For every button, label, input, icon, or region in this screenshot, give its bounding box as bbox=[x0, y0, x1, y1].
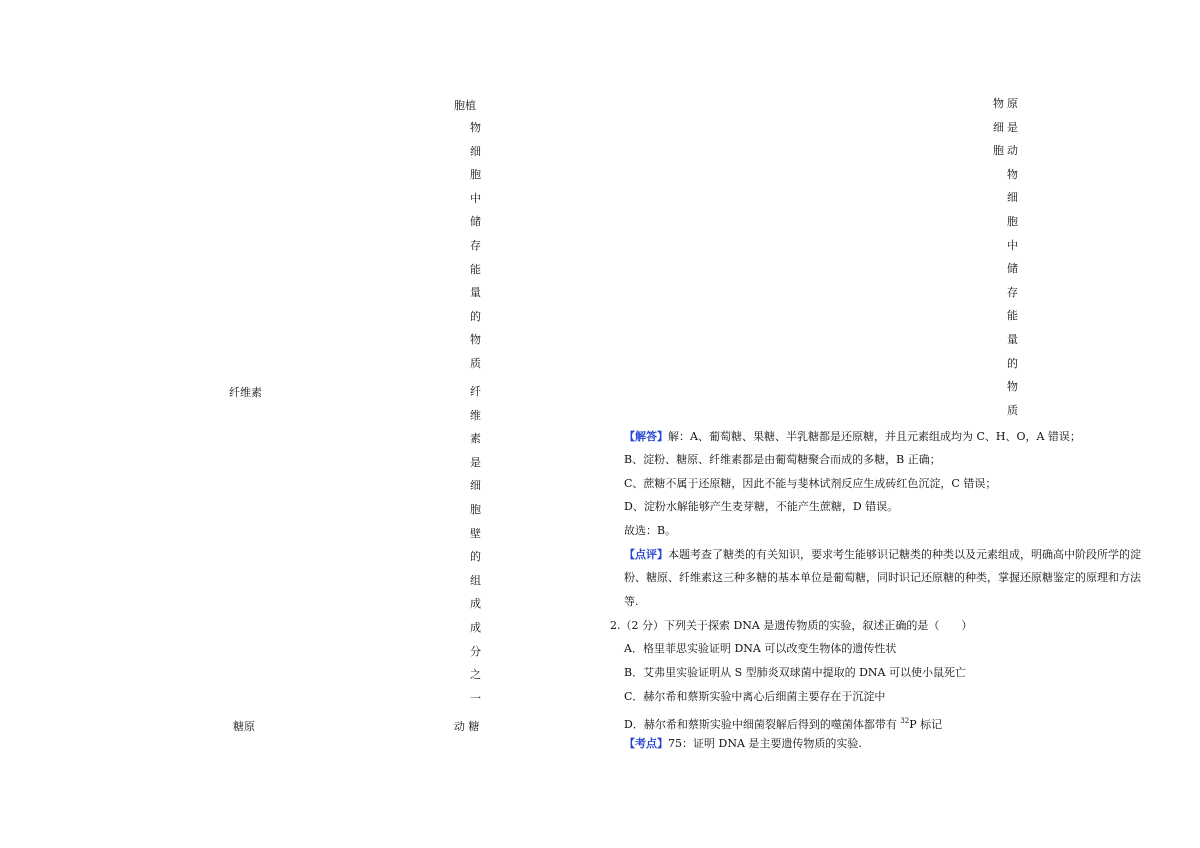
comment-tag: 【点评】 bbox=[624, 548, 668, 561]
question-2-option-c: C．赫尔希和蔡斯实验中离心后细菌主要存在于沉淀中 bbox=[624, 690, 886, 703]
left-row3-right-text: 动 糖 bbox=[454, 720, 480, 733]
answer-line-2: B、淀粉、糖原、纤维素都是由葡萄糖聚合而成的多糖，B 正确； bbox=[624, 453, 941, 466]
comment-line-3: 等. bbox=[624, 595, 639, 608]
vertical-char: 量 bbox=[1007, 332, 1018, 346]
vertical-char: 是 bbox=[1007, 120, 1018, 134]
kaodian-line bbox=[624, 732, 862, 756]
vertical-char: 胞 bbox=[1007, 214, 1018, 228]
question-2-stem: 2.（2 分）下列关于探索 DNA 是遗传物质的实验，叙述正确的是（ ） bbox=[610, 619, 973, 632]
vertical-char: 物 bbox=[470, 121, 481, 134]
vertical-char: 物 bbox=[470, 333, 481, 347]
vertical-char: 成 bbox=[470, 597, 481, 611]
answer-line-5: 故选：B。 bbox=[624, 524, 677, 537]
left-row1-top-text: 胞植 bbox=[454, 99, 476, 112]
kaodian-tag: 【考点】 bbox=[624, 737, 668, 750]
kaodian-text: 75：证明 DNA 是主要遗传物质的实验. bbox=[668, 737, 862, 750]
vertical-char: 分 bbox=[470, 644, 481, 658]
vertical-char: 动 bbox=[1007, 144, 1018, 158]
answer-line-3: C、蔗糖不属于还原糖，因此不能与斐林试剂反应生成砖红色沉淀，C 错误； bbox=[624, 477, 997, 490]
answer-tag: 【解答】 bbox=[624, 430, 668, 443]
right-col-a-vertical-text bbox=[993, 92, 1004, 163]
vertical-char: 物 bbox=[993, 97, 1004, 110]
vertical-char: 中 bbox=[470, 191, 481, 205]
vertical-char: 胞 bbox=[470, 502, 481, 516]
vertical-char: 素 bbox=[470, 432, 481, 446]
answer-text-1: 解：A、葡萄糖、果糖、半乳糖都是还原糖，并且元素组成均为 C、H、O，A 错误； bbox=[668, 430, 1081, 443]
left-row1-vertical-text bbox=[470, 116, 481, 376]
vertical-char: 壁 bbox=[470, 526, 481, 540]
vertical-char: 物 bbox=[1007, 167, 1018, 181]
option-d-text-end: P 标记 bbox=[909, 718, 943, 731]
vertical-char: 中 bbox=[1007, 238, 1018, 252]
vertical-char: 维 bbox=[470, 408, 481, 422]
left-row2-label: 纤维素 bbox=[229, 386, 262, 399]
vertical-char: 存 bbox=[1007, 285, 1018, 299]
vertical-char: 是 bbox=[470, 455, 481, 469]
answer-line-4: D、淀粉水解能够产生麦芽糖，不能产生蔗糖，D 错误。 bbox=[624, 500, 899, 513]
vertical-char: 细 bbox=[470, 144, 481, 158]
vertical-char: 能 bbox=[470, 262, 481, 276]
vertical-char: 物 bbox=[1007, 380, 1018, 394]
vertical-char: 细 bbox=[470, 479, 481, 493]
left-row3-label: 糖原 bbox=[233, 720, 255, 733]
vertical-char: 的 bbox=[470, 550, 481, 564]
vertical-char: 组 bbox=[470, 573, 481, 587]
question-2-option-b: B．艾弗里实验证明从 S 型肺炎双球菌中提取的 DNA 可以使小鼠死亡 bbox=[624, 666, 966, 679]
vertical-char: 成 bbox=[470, 620, 481, 634]
vertical-char: 能 bbox=[1007, 309, 1018, 323]
vertical-char: 质 bbox=[470, 356, 481, 370]
vertical-char: 之 bbox=[470, 668, 481, 682]
right-col-b-vertical-text bbox=[1007, 92, 1018, 422]
vertical-char: 原 bbox=[1007, 97, 1018, 110]
vertical-char: 的 bbox=[470, 309, 481, 323]
vertical-char: 一 bbox=[470, 691, 481, 705]
vertical-char: 胞 bbox=[993, 144, 1004, 158]
vertical-char: 的 bbox=[1007, 356, 1018, 370]
question-2-option-d bbox=[624, 709, 942, 733]
vertical-char: 存 bbox=[470, 238, 481, 252]
vertical-char: 量 bbox=[470, 286, 481, 300]
vertical-char: 储 bbox=[470, 215, 481, 229]
left-row2-vertical-text bbox=[470, 380, 481, 710]
vertical-char: 胞 bbox=[470, 168, 481, 182]
comment-line-2: 粉、糖原、纤维素这三种多糖的基本单位是葡萄糖，同时识记还原糖的种类，掌握还原糖鉴定的原理和方法 bbox=[624, 571, 1141, 584]
answer-line-1 bbox=[624, 425, 1081, 449]
vertical-char: 细 bbox=[993, 120, 1004, 134]
vertical-char: 纤 bbox=[470, 385, 481, 398]
vertical-char: 储 bbox=[1007, 262, 1018, 276]
comment-line-1 bbox=[624, 543, 1141, 567]
vertical-char: 细 bbox=[1007, 191, 1018, 205]
vertical-char: 质 bbox=[1007, 403, 1018, 417]
option-d-text: D．赫尔希和蔡斯实验中细菌裂解后得到的噬菌体都带有 bbox=[624, 718, 901, 731]
option-d-superscript: 32 bbox=[900, 717, 910, 725]
comment-text-1: 本题考查了糖类的有关知识，要求考生能够识记糖类的种类以及元素组成，明确高中阶段所学的淀 bbox=[668, 548, 1141, 561]
question-2-option-a: A．格里菲思实验证明 DNA 可以改变生物体的遗传性状 bbox=[624, 642, 897, 655]
